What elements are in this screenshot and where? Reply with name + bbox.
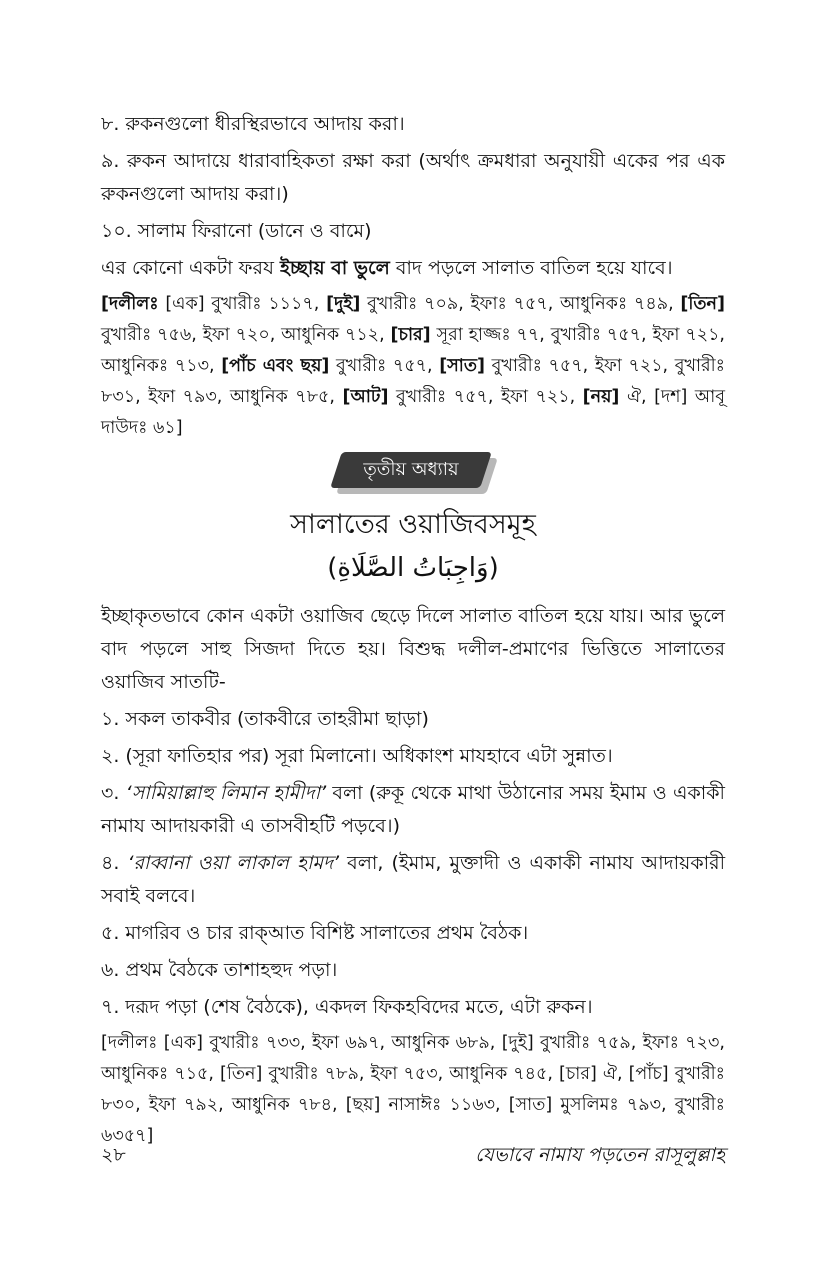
intro-paragraph: ইচ্ছাকৃতভাবে কোন একটা ওয়াজিব ছেড়ে দিলে সালাত বাতিল হয়ে যায়। আর ভুলে বাদ পড়লে সাহু সিজদা দিতে হয়। বিশুদ্ধ দলীল-প্রমাণের ভিত্তিতে সালাতের ওয়াজিব সাতটি- (101, 605, 725, 693)
list-item (101, 777, 725, 843)
list-item: ৮. রুকনগুলো ধীরস্থিরভাবে আদায় করা। (101, 113, 405, 135)
list-item: ৬. প্রথম বৈঠকে তাশাহহুদ পড়া। (101, 959, 338, 981)
tasbih-text: ‘রাব্বানা ওয়া লাকাল হামদ’ (127, 852, 340, 874)
wajib-section (101, 600, 725, 1152)
citation-text: [এক] বুখারীঃ ১১১৭, (158, 294, 327, 314)
citation-text: বুখারীঃ ৭৫৭, ইফা ৭২১, বুখারীঃ ৮৩১, ইফা ৭৯৩, আধুনিক ৭৮৫, (101, 356, 726, 407)
item-text: বলা, (ইমাম, মুক্তাদী ও একাকী নামায আদায়কারী সবাই বলবে। (101, 852, 726, 907)
list-item: ১০. সালাম ফিরানো (ডানে ও বামে) (101, 220, 372, 242)
citation-block (101, 289, 725, 444)
rule-sentence (101, 252, 725, 285)
item-number: ৪. (101, 852, 128, 874)
chapter-badge (336, 452, 494, 496)
citation-text: বুখারীঃ ৭৫৭, ইফা ৭২১, (388, 387, 583, 407)
rule-emphasis: ইচ্ছায় বা ভুলে (279, 257, 390, 279)
citation-block: [দলীলঃ [এক] বুখারীঃ ৭৩৩, ইফা ৬৯৭, আধুনিক ৬৮৯, [দুই] বুখারীঃ ৭৫৯, ইফাঃ ৭২৩, আধুনিকঃ ৭১৫, [তিন] বুখারীঃ ৭৮৯, ইফা ৭৫৩, আধুনিক ৭৪৫, [চার] ঐ, [পাঁচ] বুখারীঃ ৮৩০, ইফা ৭৯২, আধুনিক ৭৮৪, [ছয়] নাসাঈঃ ১১৬৩, [সাত] মুসলিমঃ ৭৯৩, বুখারীঃ ৬৩৫৭] (101, 1033, 725, 1146)
citation-text: সূরা হাজ্জঃ ৭৭, বুখারীঃ ৭৫৭, ইফা ৭২১, আধুনিকঃ ৭১৩, (101, 325, 725, 376)
citation-text: বুখারীঃ ৭৫৭, (329, 356, 440, 376)
citation-text: বুখারীঃ ৭৫৬, ইফা ৭২০, আধুনিক ৭১২, (101, 325, 391, 345)
citation-marker: [সাত] (439, 356, 486, 376)
list-item: ১. সকল তাকবীর (তাকবীরে তাহরীমা ছাড়া) (101, 708, 429, 730)
citation-marker: [নয়] (582, 387, 620, 407)
list-item: ৭. দরূদ পড়া (শেষ বৈঠকে), একদল ফিকহবিদের মতে, এটা রুকন। (101, 996, 593, 1018)
rule-text-end: বাদ পড়লে সালাত বাতিল হয়ে যাবে। (389, 257, 673, 279)
item-number: ৩. (101, 782, 126, 804)
section-title: সালাতের ওয়াজিবসমূহ (290, 509, 536, 540)
rule-text: এর কোনো একটা ফরয (101, 257, 280, 279)
running-title: যেভাবে নামায পড়তেন রাসূলুল্লাহ (475, 1144, 725, 1166)
citation-text: বুখারীঃ ৭০৯, ইফাঃ ৭৫৭, আধুনিকঃ ৭৪৯, (360, 294, 681, 314)
citation-text: ঐ, [দশ] আবূ দাউদঃ ৬১] (101, 387, 725, 438)
list-item: ২. (সূরা ফাতিহার পর) সূরা মিলানো। অধিকাংশ মাযহাবে এটা সুন্নাত। (101, 745, 613, 767)
list-item: ৯. রুকন আদায়ে ধারাবাহিকতা রক্ষা করা (অর্থাৎ ক্রমধারা অনুযায়ী একের পর এক রুকনগুলো আদায় করা।) (101, 150, 725, 205)
citation-marker: [পাঁচ এবং ছয়] (221, 356, 330, 376)
page-number: ২৮ (101, 1144, 126, 1166)
citation-marker: [দুই] (326, 294, 361, 314)
citation-marker: [আট] (342, 387, 389, 407)
citation-marker: [তিন] (680, 294, 725, 314)
tasbih-text: ‘সামিয়াল্লাহু লিমান হামীদা’ (125, 782, 327, 804)
item-text: বলা (রুকূ থেকে মাথা উঠানোর সময় ইমাম ও একাকী নামায আদায়কারী এ তাসবীহটি পড়বে।) (101, 782, 725, 837)
arabic-title: (وَاجِبَاتُ الصَّلَاةِ) (327, 553, 499, 583)
list-item: ৫. মাগরিব ও চার রাক্আত বিশিষ্ট সালাতের প্রথম বৈঠক। (101, 922, 529, 944)
list-item (101, 847, 725, 913)
chapter-label: তৃতীয় অধ্যায় (363, 459, 459, 480)
top-section (101, 108, 725, 444)
citation-marker: [চার] (390, 325, 431, 345)
citation-label: [দলীলঃ (101, 294, 159, 314)
